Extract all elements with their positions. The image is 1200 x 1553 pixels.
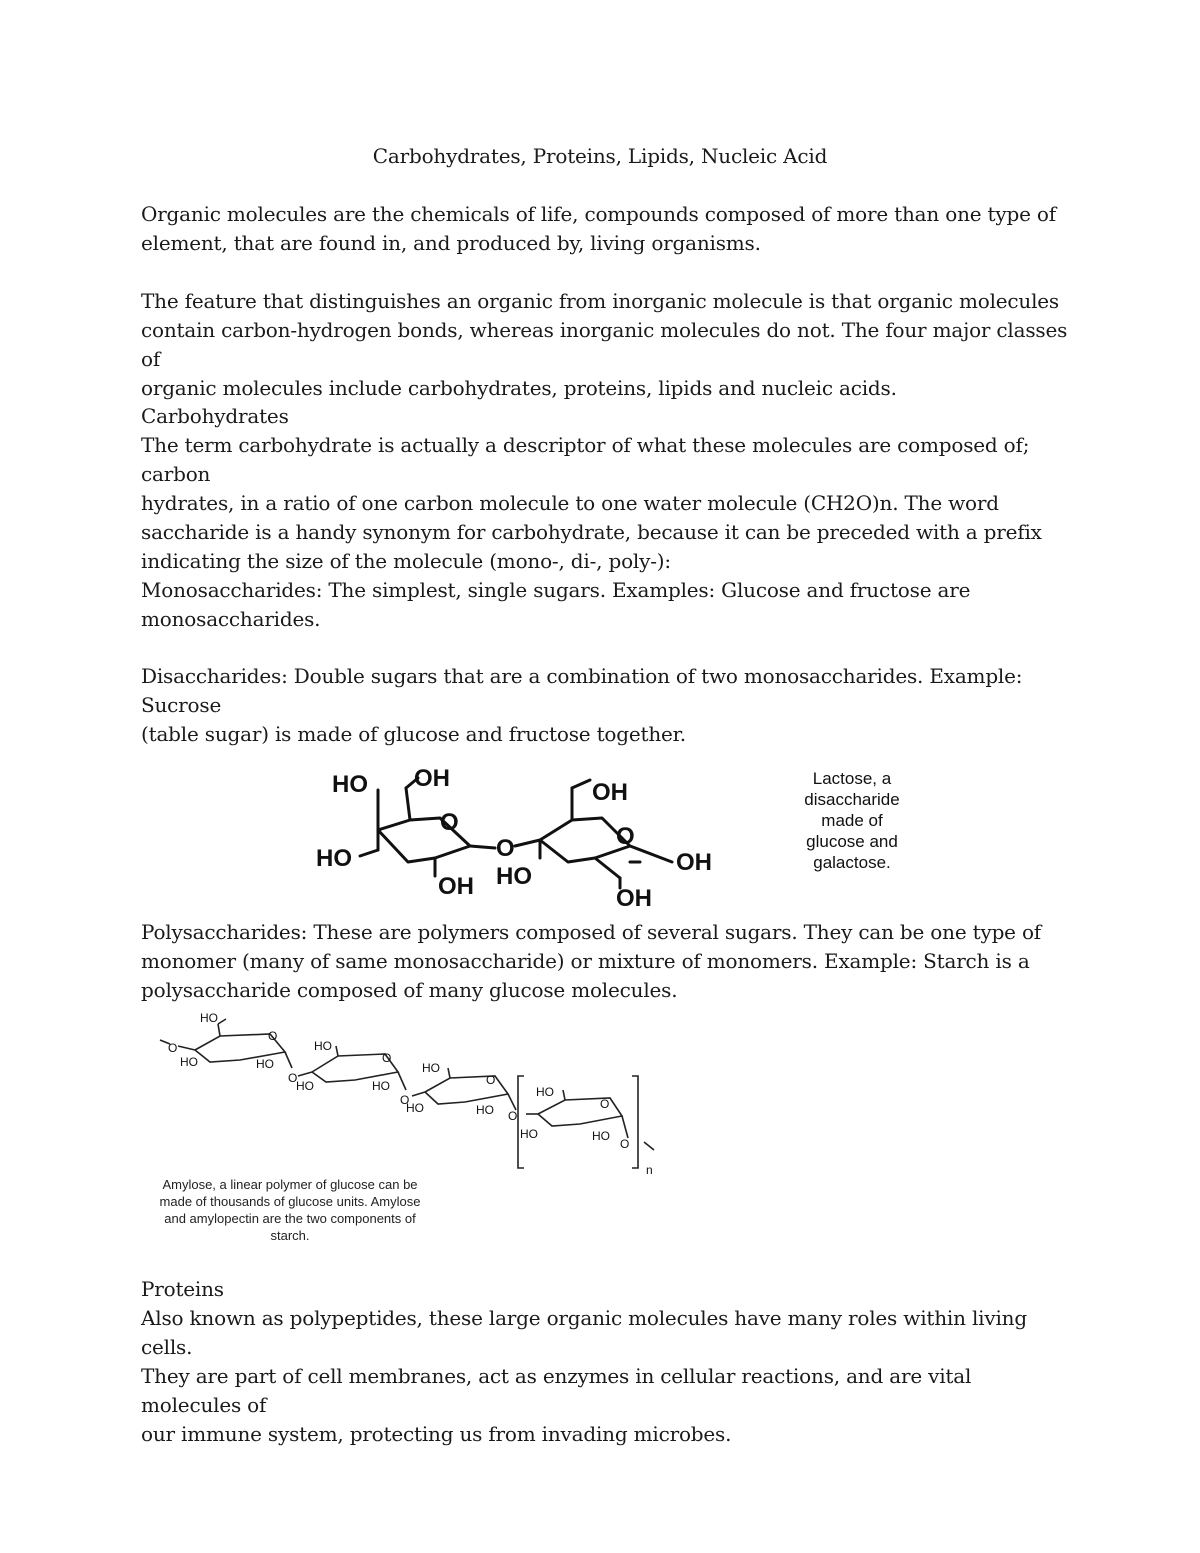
- text-line: The term carbohydrate is actually a descriptor of what these molecules are composed of; carbon: [141, 433, 1030, 486]
- amylose-label-ho: HO: [592, 1129, 610, 1143]
- text-line: They are part of cell membranes, act as enzymes in cellular reactions, and are vital molecules of: [141, 1364, 972, 1417]
- amylose-label-o: O: [400, 1093, 410, 1107]
- lactose-label-ring-o-right: O: [616, 823, 635, 850]
- amylose-label-o: O: [508, 1109, 518, 1123]
- text-line: monosaccharides.: [141, 607, 321, 631]
- lactose-label-glycosidic-o: O: [496, 835, 515, 862]
- caption-line: Amylose, a linear polymer of glucose can be: [162, 1177, 418, 1192]
- amylose-label-n: n: [646, 1163, 653, 1177]
- lactose-label-ho-right: HO: [496, 863, 532, 890]
- lactose-label-ho-top: HO: [332, 771, 368, 798]
- section-heading: Carbohydrates: [141, 404, 289, 428]
- lactose-caption: [752, 768, 952, 873]
- caption-line: Lactose, a: [812, 769, 892, 788]
- amylose-label-o: O: [600, 1097, 610, 1111]
- text-line: saccharide is a handy synonym for carbohydrate, because it can be preceded with a prefix: [141, 520, 1042, 544]
- text-line: element, that are found in, and produced by, living organisms.: [141, 231, 761, 255]
- amylose-label-o: O: [268, 1029, 278, 1043]
- caption-line: made of: [821, 811, 883, 830]
- text-line: Also known as polypeptides, these large organic molecules have many roles within living cells.: [141, 1306, 1027, 1359]
- lactose-label-oh-top-right: OH: [592, 779, 628, 806]
- proteins-section: [141, 1275, 1071, 1449]
- amylose-label-o: O: [288, 1071, 298, 1085]
- caption-line: galactose.: [813, 853, 891, 872]
- intro-paragraph-1: [141, 200, 1071, 258]
- text-line: (table sugar) is made of glucose and fructose together.: [141, 722, 686, 746]
- text-line: organic molecules include carbohydrates, proteins, lipids and nucleic acids.: [141, 376, 897, 400]
- intro-paragraph-2: [141, 287, 1071, 403]
- text-line: Polysaccharides: These are polymers composed of several sugars. They can be one type of: [141, 920, 1042, 944]
- polysaccharides-paragraph: [141, 918, 1071, 1005]
- amylose-label-ho: HO: [406, 1101, 424, 1115]
- amylose-label-o: O: [382, 1051, 392, 1065]
- caption-line: glucose and: [806, 832, 898, 851]
- lactose-label-ho-left: HO: [316, 845, 352, 872]
- amylose-label-ho: HO: [422, 1061, 440, 1075]
- disaccharides-paragraph: [141, 662, 1071, 749]
- amylose-label-ho: HO: [296, 1079, 314, 1093]
- caption-line: starch.: [270, 1228, 310, 1243]
- carbohydrates-section: [141, 402, 1071, 576]
- text-line: Disaccharides: Double sugars that are a combination of two monosaccharides. Example: Sucrose: [141, 664, 1023, 717]
- amylose-label-o: O: [620, 1137, 630, 1151]
- amylose-label-ho: HO: [476, 1103, 494, 1117]
- lactose-label-oh-top: OH: [414, 765, 450, 792]
- amylose-label-ho: HO: [520, 1127, 538, 1141]
- caption-line: and amylopectin are the two components of: [164, 1211, 416, 1226]
- monosaccharides-paragraph: [141, 576, 1071, 634]
- text-line: Monosaccharides: The simplest, single sugars. Examples: Glucose and fructose are: [141, 578, 971, 602]
- caption-line: made of thousands of glucose units. Amylose: [159, 1194, 421, 1209]
- section-heading: Proteins: [141, 1277, 224, 1301]
- document-title: Carbohydrates, Proteins, Lipids, Nucleic Acid: [372, 144, 828, 168]
- text-line: indicating the size of the molecule (mono-, di-, poly-):: [141, 549, 671, 573]
- text-line: contain carbon-hydrogen bonds, whereas inorganic molecules do not. The four major classes of: [141, 318, 1068, 371]
- amylose-label-o: O: [486, 1073, 496, 1087]
- amylose-label-ho: HO: [536, 1085, 554, 1099]
- lactose-label-oh-bottom-left: OH: [438, 873, 474, 900]
- text-line: polysaccharide composed of many glucose molecules.: [141, 978, 678, 1002]
- text-line: The feature that distinguishes an organic from inorganic molecule is that organic molecules: [141, 289, 1059, 313]
- amylose-caption: [140, 1176, 440, 1244]
- amylose-structure-diagram: [140, 1010, 680, 1180]
- lactose-label-ring-o-left: O: [440, 809, 459, 836]
- text-line: hydrates, in a ratio of one carbon molecule to one water molecule (CH2O)n. The word: [141, 491, 999, 515]
- text-line: monomer (many of same monosaccharide) or mixture of monomers. Example: Starch is a: [141, 949, 1030, 973]
- lactose-label-oh-bottom-right: OH: [616, 885, 652, 912]
- amylose-label-ho: HO: [372, 1079, 390, 1093]
- amylose-label-ho: HO: [180, 1055, 198, 1069]
- caption-line: disaccharide: [804, 790, 900, 809]
- amylose-label-ho: HO: [314, 1039, 332, 1053]
- text-line: Organic molecules are the chemicals of life, compounds composed of more than one type of: [141, 202, 1056, 226]
- amylose-label-o: O: [168, 1041, 178, 1055]
- amylose-label-ho: HO: [200, 1011, 218, 1025]
- amylose-label-ho: HO: [256, 1057, 274, 1071]
- lactose-label-oh-right: OH: [676, 849, 712, 876]
- text-line: our immune system, protecting us from invading microbes.: [141, 1422, 732, 1446]
- lactose-structure-diagram: [310, 758, 740, 918]
